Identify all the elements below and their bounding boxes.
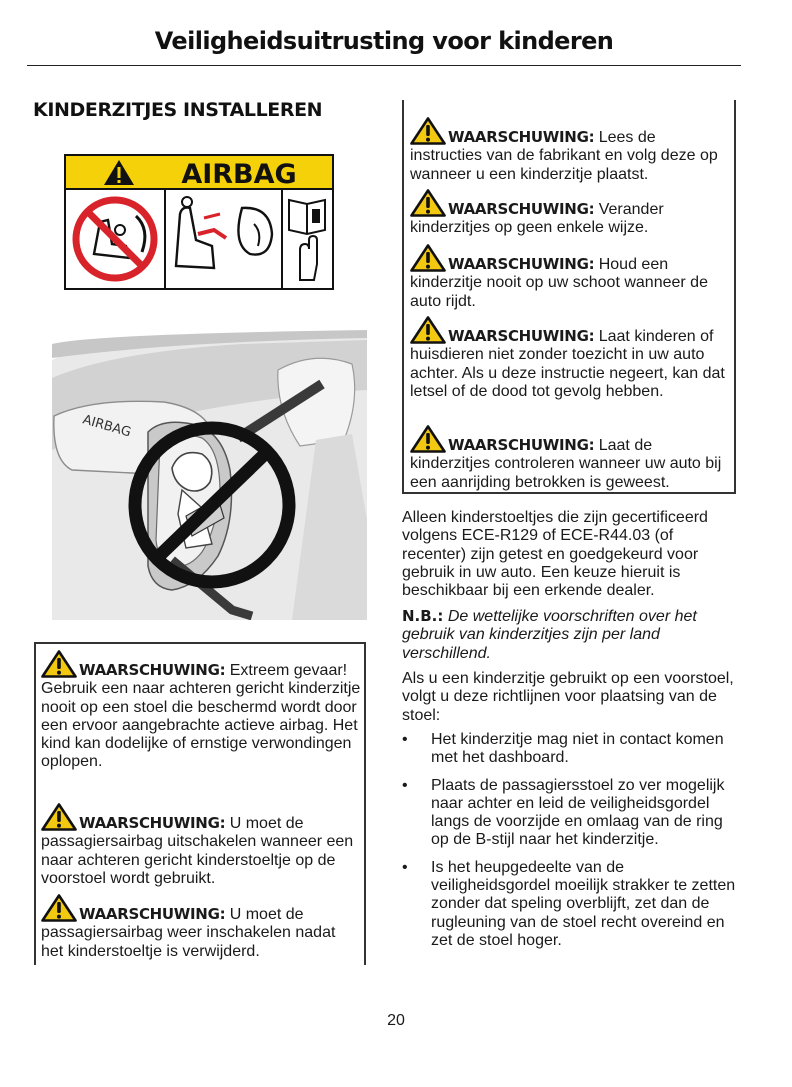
warning-text: U moet de passagiersairbag uitschakelen wanneer een naar achteren gericht kinderstoeltje op de voorstoel wordt gebruikt. (41, 815, 354, 887)
warning-no-lap (410, 244, 732, 311)
airbag-label-text: AIRBAG (181, 159, 297, 190)
warning-keyword: WAARSCHUWING: (448, 128, 595, 146)
page-number: 20 (387, 1012, 405, 1029)
note-label: N.B.: (402, 607, 444, 625)
warning-keyword: WAARSCHUWING: (448, 436, 595, 454)
bullet-marker: • (402, 776, 408, 794)
warning-text: Lees de instructies van de fabrikant en volg deze op wanneer u een kinderzitje plaatst. (410, 129, 718, 183)
warning-triangle-icon (41, 894, 77, 922)
warning-keyword: WAARSCHUWING: (79, 814, 226, 832)
warning-keyword: WAARSCHUWING: (448, 200, 595, 218)
warning-text: Verander kinderzitjes op geen enkele wijze. (410, 201, 664, 237)
warning-text: Laat kinderen of huisdieren niet zonder toezicht in uw auto achter. Als u deze instructie negeert, kan dat letsel of de dood tot gevolg hebben. (410, 328, 725, 400)
warning-text: Houd een kinderzitje nooit op uw schoot wanneer de auto rijdt. (410, 256, 708, 310)
warning-no-modification (410, 189, 732, 238)
note-text: De wettelijke voorschriften over het gebruik van kinderzitjes zijn per land verschillend. (402, 608, 697, 662)
warning-disable-airbag (41, 803, 361, 888)
bullet-marker: • (402, 731, 408, 748)
warning-extreme-danger (41, 650, 361, 772)
left-column (33, 96, 367, 124)
warning-reenable-airbag (41, 894, 361, 961)
warning-triangle-icon (410, 244, 446, 272)
warning-triangle-icon (410, 117, 446, 145)
page-title: Veiligheidsuitrusting voor kinderen (154, 27, 614, 55)
placement-guidelines-list (402, 731, 738, 959)
warning-triangle-icon (410, 425, 446, 453)
warning-text: Laat de kinderzitjes controleren wanneer uw auto bij een aanrijding betrokken is geweest. (410, 437, 722, 491)
warning-no-unattended (410, 316, 732, 401)
warning-triangle-icon (410, 189, 446, 217)
section-title: KINDERZITJES INSTALLEREN (33, 99, 323, 121)
warning-triangle-icon (410, 316, 446, 344)
warning-keyword: WAARSCHUWING: (448, 255, 595, 273)
illustration-airbag-text: AIRBAG (80, 412, 133, 441)
page-header (27, 26, 741, 66)
no-rear-facing-seat-icon (76, 200, 154, 278)
warning-keyword: WAARSCHUWING: (79, 661, 226, 679)
list-item-text: Het kinderzitje mag niet in contact komen met het dashboard. (431, 731, 724, 767)
front-seat-intro: Als u een kinderzitje gebruikt op een voorstoel, volgt u deze richtlijnen voor plaatsing van de stoel: (402, 670, 734, 724)
list-item-text: Plaats de passagiersstoel zo ver mogelijk naar achter en leid de veiligheidsgordel langs de voorzijde en omlaag van de ring op de B-stijl naar het kinderzitje. (431, 776, 725, 849)
list-item (402, 731, 738, 768)
warning-keyword: WAARSCHUWING: (79, 905, 226, 923)
list-item (402, 777, 738, 850)
warning-text: Extreem gevaar! Gebruik een naar achteren gericht kinderzitje nooit op een stoel die beschermd wordt door een ervoor aangebrachte actieve airbag. Het kind kan dodelijke of ernstige verwondingen oplopen. (41, 662, 361, 771)
warning-keyword: WAARSCHUWING: (448, 327, 595, 345)
bullet-marker: • (402, 858, 408, 876)
list-item-text: Is het heupgedeelte van de veiligheidsgordel moeilijk strakker te zetten zonder dat speling overblijft, zet dan de rugleuning van de stoel recht overeind en zet de stoel hoger. (431, 858, 736, 949)
warning-check-after-crash (410, 425, 732, 492)
airbag-warning-label (64, 154, 334, 290)
warning-triangle-icon (41, 650, 77, 678)
warning-triangle-icon (41, 803, 77, 831)
warning-text: U moet de passagiersairbag weer inschakelen nadat het kinderstoeltje is verwijderd. (41, 906, 336, 960)
warning-read-instructions (410, 117, 732, 184)
list-item (402, 859, 738, 950)
rear-facing-seat-airbag-illustration (52, 330, 367, 620)
certified-seats-paragraph: Alleen kinderstoeltjes die zijn gecertificeerd volgens ECE-R129 of ECE-R44.03 (of recenter) zijn getest en goedgekeurd voor gebruik in uw auto. Een keuze hieruit is beschikbaar bij een erkende dealer. (402, 509, 708, 600)
note-paragraph (402, 607, 738, 663)
